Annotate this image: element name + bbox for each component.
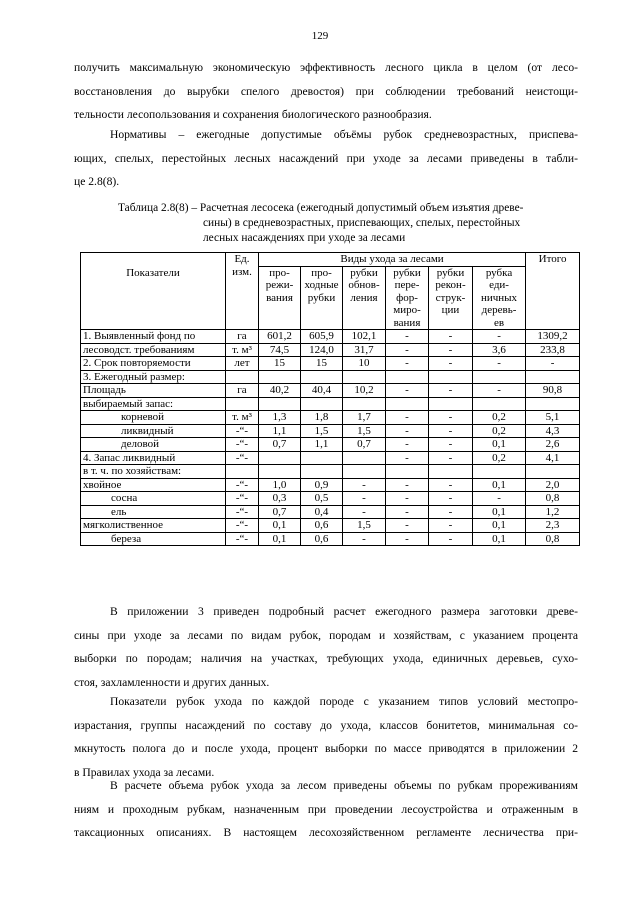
table-cell	[386, 465, 429, 479]
table-cell: -	[386, 357, 429, 371]
table-cell: -	[429, 519, 473, 533]
table-cell: 0,7	[343, 438, 386, 452]
table-row	[81, 438, 580, 452]
table-cell: 0,9	[301, 478, 343, 492]
table-cell: 74,5	[259, 343, 301, 357]
row-unit	[226, 465, 259, 479]
caption-line: Таблица 2.8(8) – Расчетная лесосека (ежегодный допустимый объем изъятия древе-	[118, 202, 524, 214]
table-cell: -	[429, 478, 473, 492]
paragraph-appendix3	[74, 600, 578, 694]
table-cell	[343, 397, 386, 411]
header-single-trees: рубка еди- ничных деревь- ев	[473, 266, 526, 330]
table-cell: 0,1	[473, 478, 526, 492]
table-cell	[473, 465, 526, 479]
text-line: В приложении 3 приведен подробный расчет ежегодного размера заготовки древе-	[110, 605, 578, 618]
row-unit: -“-	[226, 478, 259, 492]
table-cell: -	[386, 505, 429, 519]
table-cell: 5,1	[526, 411, 580, 425]
row-label: 4. Запас ликвидный	[81, 451, 226, 465]
table-cell: -	[429, 330, 473, 344]
table-cell: 1,5	[301, 424, 343, 438]
table-header-row	[81, 253, 580, 267]
text-line: получить максимальную экономическую эффективность лесного цикла в целом (от лесо-	[74, 61, 578, 74]
table-row	[81, 532, 580, 546]
text-line: Показатели рубок ухода по каждой породе с указанием типов условий местопро-	[110, 695, 578, 708]
row-label: 1. Выявленный фонд по	[81, 330, 226, 344]
text-line: Нормативы – ежегодные допустимые объёмы рубок средневозрастных, приспева-	[110, 128, 578, 141]
table-row	[81, 424, 580, 438]
row-unit: га	[226, 330, 259, 344]
table-cell: 1,0	[259, 478, 301, 492]
header-passage-cutting: про- ходные рубки	[301, 266, 343, 330]
text-line: ющих, спелых, перестойных лесных насаждений при уходе за лесами приведены в табли-	[74, 151, 578, 165]
table-cell: 0,2	[473, 451, 526, 465]
table-row	[81, 370, 580, 384]
table-cell: 2,6	[526, 438, 580, 452]
table-cell: -	[386, 519, 429, 533]
table-cell: 0,7	[259, 438, 301, 452]
table-cell: 0,6	[301, 532, 343, 546]
row-unit: лет	[226, 357, 259, 371]
table-cell: 0,8	[526, 492, 580, 506]
row-unit	[226, 370, 259, 384]
table-cell: -	[386, 330, 429, 344]
table-cell: -	[386, 343, 429, 357]
table-cell: -	[386, 478, 429, 492]
table-cell: 124,0	[301, 343, 343, 357]
row-label: береза	[81, 532, 226, 546]
table-cell: -	[386, 424, 429, 438]
table-cell: -	[473, 492, 526, 506]
table-row	[81, 465, 580, 479]
table-cell	[473, 370, 526, 384]
paragraph-volume	[74, 774, 578, 845]
row-label: 3. Ежегодный размер:	[81, 370, 226, 384]
table-cell: -	[386, 384, 429, 398]
table-cell: -	[343, 478, 386, 492]
row-unit: т. м³	[226, 343, 259, 357]
table-cell	[301, 465, 343, 479]
header-reconstruction-cutting: рубки рекон- струк- ции	[429, 266, 473, 330]
table-cell: -	[343, 492, 386, 506]
table-cell: 0,2	[473, 424, 526, 438]
table-cell: 0,5	[301, 492, 343, 506]
row-label: ликвидный	[81, 424, 226, 438]
table-cell: 0,4	[301, 505, 343, 519]
row-unit: -“-	[226, 424, 259, 438]
table-cell: 1,5	[343, 519, 386, 533]
table-row	[81, 384, 580, 398]
table-cell: -	[473, 384, 526, 398]
table-cell	[259, 397, 301, 411]
table-cell: 0,3	[259, 492, 301, 506]
caption-line: лесных насаждениях при уходе за лесами	[203, 232, 406, 244]
text-line: израстания, группы насаждений по составу до ухода, классов бонитетов, минимальная со-	[74, 718, 578, 732]
table-cell: 2,0	[526, 478, 580, 492]
table-cell: 0,1	[473, 505, 526, 519]
table-cell: 0,6	[301, 519, 343, 533]
header-care-types: Виды ухода за лесами	[259, 253, 526, 267]
table-cell	[526, 397, 580, 411]
table-cell	[429, 465, 473, 479]
table-cell: 3,6	[473, 343, 526, 357]
row-unit: -“-	[226, 505, 259, 519]
table-cell: 31,7	[343, 343, 386, 357]
table-row	[81, 492, 580, 506]
table-cell: 1,1	[259, 424, 301, 438]
table-cell: 0,7	[259, 505, 301, 519]
header-renewal-cutting: рубки обнов- ления	[343, 266, 386, 330]
table-cell: -	[386, 451, 429, 465]
table-cell: -	[429, 492, 473, 506]
row-label: деловой	[81, 438, 226, 452]
table-cell	[429, 397, 473, 411]
table-row	[81, 411, 580, 425]
row-label: Площадь	[81, 384, 226, 398]
table-cell: -	[429, 357, 473, 371]
text-line: В расчете объема рубок ухода за лесом приведены объемы по рубкам прореживаниям	[110, 779, 578, 792]
text-line: стоя, захламленности и других данных.	[74, 675, 270, 689]
table-cell	[386, 370, 429, 384]
text-line: тельности лесопользования и сохранения биологического разнообразия.	[74, 108, 432, 121]
table-cell	[429, 370, 473, 384]
table-row	[81, 343, 580, 357]
table-cell: 0,1	[473, 519, 526, 533]
table-cell: -	[386, 532, 429, 546]
table-row	[81, 451, 580, 465]
row-unit: т. м³	[226, 411, 259, 425]
table-cell	[526, 370, 580, 384]
table-cell: 233,8	[526, 343, 580, 357]
table-row	[81, 397, 580, 411]
table-cell: -	[473, 357, 526, 371]
text-line: выборки по породам; наличия на участках, требующих ухода, единичных деревьев, сухо-	[74, 652, 578, 665]
table-cell: -	[386, 438, 429, 452]
table-cell: 0,1	[259, 519, 301, 533]
table-cell: 15	[259, 357, 301, 371]
table-cell: 0,1	[473, 532, 526, 546]
header-indicators: Показатели	[81, 253, 226, 330]
header-reformation-cutting: рубки пере- фор- миро- вания	[386, 266, 429, 330]
table-cell	[526, 465, 580, 479]
text-line: сины при уходе за лесами по видам рубок, породам и хозяйствам, с указанием процента	[74, 628, 578, 642]
table-cell	[473, 397, 526, 411]
table-cell: 10	[343, 357, 386, 371]
cutting-table	[80, 252, 580, 546]
table-cell: -	[343, 505, 386, 519]
row-unit	[226, 397, 259, 411]
table-cell: -	[429, 451, 473, 465]
caption-line: сины) в средневозрастных, приспевающих, спелых, перестойных	[203, 217, 521, 229]
paragraph-intro	[74, 56, 578, 127]
header-unit: Ед. изм.	[226, 253, 259, 330]
table-cell: -	[429, 438, 473, 452]
table-cell	[301, 397, 343, 411]
paragraph-normatives	[74, 123, 578, 194]
table-cell: 1,7	[343, 411, 386, 425]
text-line: це 2.8(8).	[74, 175, 120, 188]
table-cell: 102,1	[343, 330, 386, 344]
row-label: в т. ч. по хозяйствам:	[81, 465, 226, 479]
table-cell: 2,3	[526, 519, 580, 533]
table-cell: -	[386, 411, 429, 425]
table-cell	[386, 397, 429, 411]
row-unit: -“-	[226, 532, 259, 546]
table-cell: -	[429, 532, 473, 546]
table-cell	[259, 465, 301, 479]
table-row	[81, 330, 580, 344]
table-caption	[118, 201, 578, 246]
table-cell: 0,8	[526, 532, 580, 546]
table-cell: 0,1	[473, 438, 526, 452]
table-cell: 40,2	[259, 384, 301, 398]
table-cell: -	[429, 411, 473, 425]
text-line: в Правилах ухода за лесами.	[74, 765, 215, 779]
table-cell	[343, 451, 386, 465]
text-line: восстановления до вырубки спелого древостоя) при соблюдении требований неистощи-	[74, 84, 578, 98]
row-label: лесоводст. требованиям	[81, 343, 226, 357]
table-row	[81, 505, 580, 519]
table-cell: -	[429, 505, 473, 519]
table-cell: 1309,2	[526, 330, 580, 344]
table-cell: -	[386, 492, 429, 506]
paragraph-indicators	[74, 690, 578, 784]
text-line: ниям и проходным рубкам, назначенным при проведении лесоустройства и отраженным в	[74, 802, 578, 816]
table-cell	[259, 370, 301, 384]
table-cell: 0,1	[259, 532, 301, 546]
table-cell: 1,3	[259, 411, 301, 425]
table-cell: 10,2	[343, 384, 386, 398]
row-label: хвойное	[81, 478, 226, 492]
row-label: мягколиственное	[81, 519, 226, 533]
table-cell: -	[526, 357, 580, 371]
table-cell: -	[473, 330, 526, 344]
page-number: 129	[311, 30, 329, 42]
table-cell: 4,3	[526, 424, 580, 438]
row-unit: -“-	[226, 438, 259, 452]
row-unit: -“-	[226, 451, 259, 465]
table-cell: 1,8	[301, 411, 343, 425]
row-label: корневой	[81, 411, 226, 425]
row-unit: га	[226, 384, 259, 398]
text-line: мкнутость полога до и после ухода, процент выборки по массе приводятся в приложении 2	[74, 742, 578, 755]
table-cell: 1,2	[526, 505, 580, 519]
table-row	[81, 519, 580, 533]
table-cell: 4,1	[526, 451, 580, 465]
table-cell: 1,1	[301, 438, 343, 452]
row-label: ель	[81, 505, 226, 519]
table-cell: 0,2	[473, 411, 526, 425]
row-unit: -“-	[226, 519, 259, 533]
table-cell	[301, 370, 343, 384]
table-cell	[343, 465, 386, 479]
header-thinning: про- режи- вания	[259, 266, 301, 330]
row-label: 2. Срок повторяемости	[81, 357, 226, 371]
table-cell: 1,5	[343, 424, 386, 438]
table-body	[81, 330, 580, 546]
table-cell	[259, 451, 301, 465]
table-cell: -	[429, 424, 473, 438]
row-label: сосна	[81, 492, 226, 506]
header-total: Итого	[526, 253, 580, 330]
table-cell	[343, 370, 386, 384]
table-cell: 15	[301, 357, 343, 371]
table-cell: -	[429, 343, 473, 357]
table-cell: -	[429, 384, 473, 398]
row-label: выбираемый запас:	[81, 397, 226, 411]
table-row	[81, 478, 580, 492]
text-line: таксационных описаниях. В настоящем лесохозяйственном регламенте лесничества при-	[74, 826, 578, 839]
table-cell: 601,2	[259, 330, 301, 344]
table-cell	[301, 451, 343, 465]
row-unit: -“-	[226, 492, 259, 506]
table-cell: -	[343, 532, 386, 546]
table-cell: 605,9	[301, 330, 343, 344]
table-cell: 90,8	[526, 384, 580, 398]
table-cell: 40,4	[301, 384, 343, 398]
table-row	[81, 357, 580, 371]
